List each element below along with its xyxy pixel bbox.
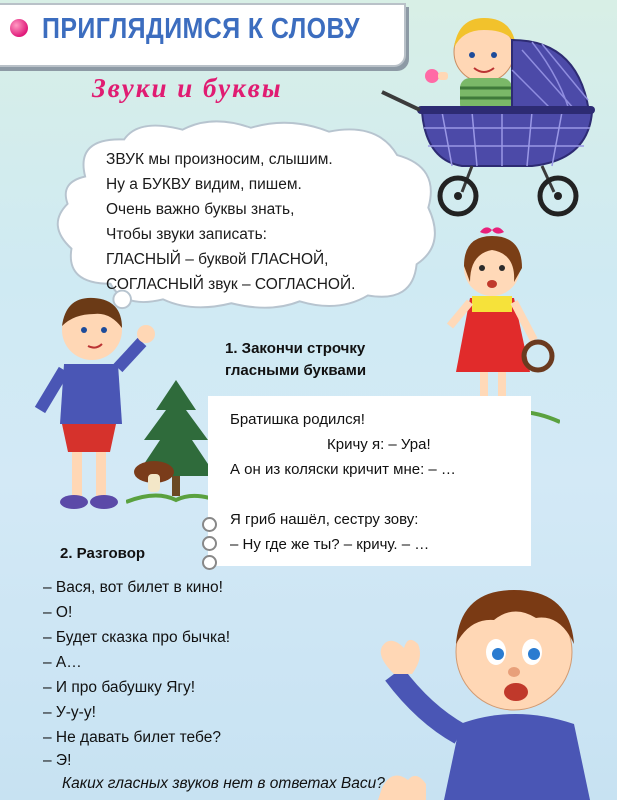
dialog-line-6: – У-у-у! <box>43 704 96 721</box>
dialog-line-4: – А… <box>43 654 82 671</box>
task1-line-2: Кричу я: – Ура! <box>327 436 431 453</box>
notebook-ring-icon <box>202 536 217 551</box>
poem-line-2: Ну а БУКВУ видим, пишем. <box>106 176 302 193</box>
poem-line-6: СОГЛАСНЫЙ звук – СОГЛАСНОЙ. <box>106 276 356 293</box>
dialog-line-5: – И про бабушку Ягу! <box>43 679 196 696</box>
task1-title-line1: 1. Закончи строчку <box>225 340 366 357</box>
task2-title: 2. Разговор <box>60 545 146 562</box>
task1-line-4: Я гриб нашёл, сестру зову: <box>230 511 419 528</box>
task1-line-5: – Ну где же ты? – кричу. – … <box>230 536 430 553</box>
page-title: ПРИГЛЯДИМСЯ К СЛОВУ <box>42 13 360 45</box>
task1-title-line2: гласными буквами <box>225 362 367 379</box>
dialog-line-7: – Не давать билет тебе? <box>43 729 221 746</box>
page-subtitle: Звуки и буквы <box>92 73 283 103</box>
poem-line-3: Очень важно буквы знать, <box>106 201 295 218</box>
poem-line-4: Чтобы звуки записать: <box>106 226 267 243</box>
task2-question: Каких гласных звуков нет в ответах Васи? <box>62 775 385 792</box>
dialog-line-8: – Э! <box>43 752 72 769</box>
boy-right-illustration <box>364 574 614 800</box>
poem-line-5: ГЛАСНЫЙ – буквой ГЛАСНОЙ, <box>106 251 329 268</box>
notebook-ring-icon <box>202 517 217 532</box>
dialog-line-2: – О! <box>43 604 73 621</box>
notebook-ring-icon <box>202 555 217 570</box>
task1-line-3: А он из коляски кричит мне: – … <box>230 461 456 478</box>
task1-line-1: Братишка родился! <box>230 411 365 428</box>
title-bullet-icon <box>10 19 28 37</box>
poem-line-1: ЗВУК мы произносим, слышим. <box>106 151 333 168</box>
dialog-line-1: – Вася, вот билет в кино! <box>43 579 223 596</box>
dialog-line-3: – Будет сказка про бычка! <box>43 629 231 646</box>
